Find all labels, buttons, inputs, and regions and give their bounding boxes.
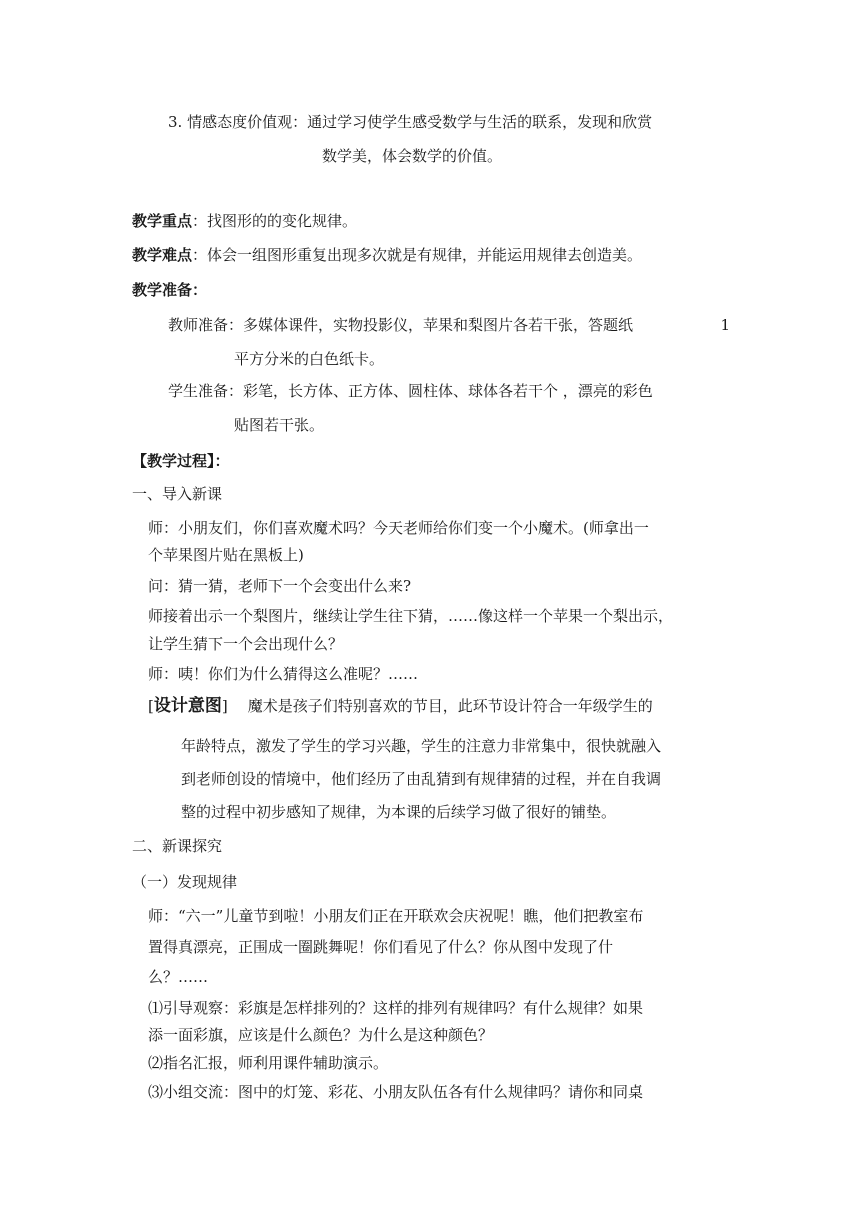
- process-heading: [132, 451, 230, 471]
- teacher-prep-number: 1: [720, 316, 730, 334]
- design-intent-line4: 整的过程中初步感知了规律，为本课的后续学习做了很好的铺垫。: [181, 803, 617, 821]
- student-prep-line2: 贴图若干张。: [234, 416, 325, 434]
- student-prep-line1: 学生准备：彩笔，长方体、正方体、圆柱体、球体各若干个 ，漂亮的彩色: [168, 382, 653, 400]
- key-point: [132, 211, 357, 231]
- section2-heading: 二、新课探究: [132, 837, 223, 855]
- section1-p2: 问：猜一猜，老师下一个会变出什么来?: [148, 577, 412, 595]
- difficulty-text: 体会一组图形重复出现多次就是有规律，并能运用规律去创造美。: [207, 246, 643, 264]
- process-heading-sep: ：: [214, 452, 230, 470]
- difficulty: [132, 245, 642, 265]
- preparation-heading: [132, 280, 207, 300]
- key-point-label: 教学重点: [132, 212, 193, 230]
- design-bracket-close: ]: [221, 697, 228, 715]
- section1-p1-line2: 个苹果图片贴在黑板上): [148, 546, 304, 564]
- preparation-sep: ：: [192, 281, 208, 299]
- section2-p1-line2: 置得真漂亮，正围成一圈跳舞呢！你们看见了什么？你从图中发现了什: [148, 938, 614, 956]
- design-intent-line3: 到老师创设的情境中，他们经历了由乱猜到有规律猜的过程，并在自我调: [181, 770, 662, 788]
- objective-3-line1: 3. 情感态度价值观：通过学习使学生感受数学与生活的联系，发现和欣赏: [168, 113, 653, 131]
- design-bracket-open: [: [148, 697, 154, 715]
- teacher-prep-line1: [168, 315, 730, 335]
- design-intent-line2: 年龄特点，激发了学生的学习兴趣，学生的注意力非常集中，很快就融入: [181, 737, 662, 755]
- design-intent-text1: 魔术是孩子们特别喜欢的节目，此环节设计符合一年级学生的: [247, 697, 653, 715]
- objective-3-line2: 数学美，体会数学的价值。: [322, 147, 503, 165]
- section2-step1-line1: ⑴引导观察：彩旗是怎样排列的？这样的排列有规律吗？有什么规律？如果: [148, 999, 644, 1017]
- teacher-prep-text: 教师准备：多媒体课件，实物投影仪，苹果和梨图片各若干张，答题纸: [168, 316, 634, 334]
- section2-step1-line2: 添一面彩旗，应该是什么颜色？为什么是这种颜色？: [148, 1026, 494, 1044]
- section1-p3-line2: 让学生猜下一个会出现什么？: [148, 635, 344, 653]
- section2-sub1: （一）发现规律: [132, 873, 238, 891]
- section1-p1-line1: 师：小朋友们，你们喜欢魔术吗？今天老师给你们变一个小魔术。(师拿出一: [148, 519, 649, 537]
- section2-step3: ⑶小组交流：图中的灯笼、彩花、小朋友队伍各有什么规律吗？请你和同桌: [148, 1083, 644, 1101]
- section1-heading: 一、导入新课: [132, 485, 223, 503]
- section1-p4: 师：咦！你们为什么猜得这么准呢？……: [148, 665, 419, 683]
- design-intent-line1: [148, 696, 653, 716]
- process-heading-text: 【教学过程】: [132, 452, 215, 470]
- key-point-sep: ：: [192, 212, 208, 230]
- difficulty-sep: ：: [192, 246, 208, 264]
- section2-p1-line3: 么？……: [148, 968, 209, 986]
- section1-p3-line1: 师接着出示一个梨图片，继续让学生往下猜，……像这样一个苹果一个梨出示，: [148, 607, 674, 625]
- key-point-text: 找图形的的变化规律。: [207, 212, 358, 230]
- design-intent-label: 设计意图: [153, 696, 222, 716]
- section2-step2: ⑵指名汇报，师利用课件辅助演示。: [148, 1054, 389, 1072]
- difficulty-label: 教学难点: [132, 246, 193, 264]
- teacher-prep-line2: 平方分米的白色纸卡。: [234, 350, 385, 368]
- section2-p1-line1: 师：“六一”儿童节到啦！小朋友们正在开联欢会庆祝呢！瞧，他们把教室布: [148, 907, 644, 925]
- preparation-label: 教学准备: [132, 281, 193, 299]
